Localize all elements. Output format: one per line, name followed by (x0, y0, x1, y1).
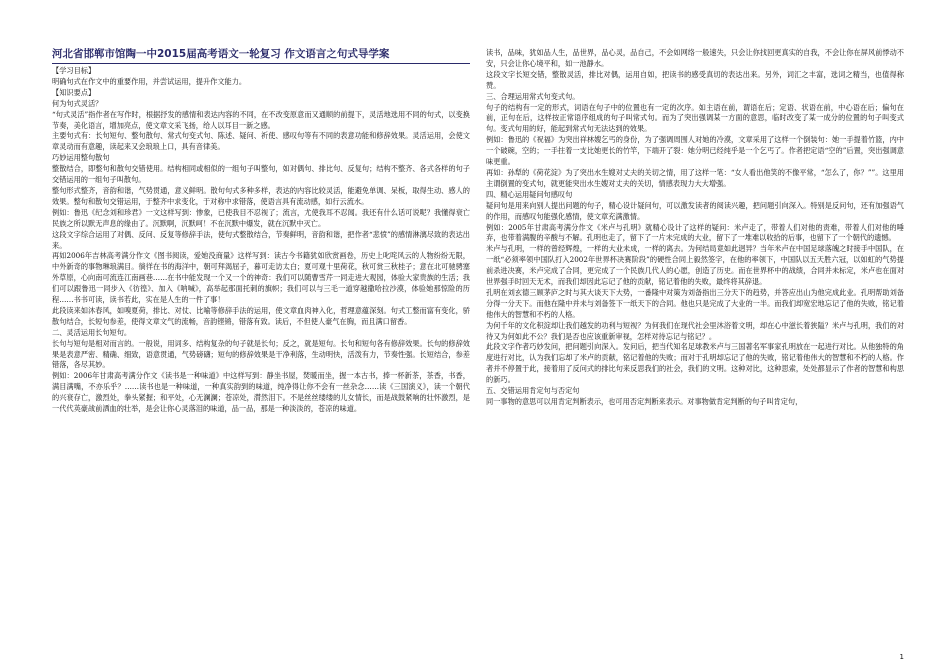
paragraph: 例如：2005年甘肃高考满分作文《米卢与孔明》就精心设计了这样的疑问：米卢走了，带着人们对他的责难，带着人们对他的唾弃，也带着满腹的辛酸与不解。孔明也走了，留下了一片未完成的大业，留下了一堆难以收拾的后事，也留下了一个朝代的遗憾。 (486, 222, 904, 243)
paragraph: 为何千年的文化积淀却让我们越发的功利与短视？为何我们在现代社会里沐浴着文明，却在心中滋长着狭隘？米卢与孔明，我们的对待又为何如此不公？我们是否也应该重新审视，怎样对待忘记与铭记？。 (486, 320, 904, 341)
document-page (52, 48, 904, 648)
paragraph: 整句形式整齐，音韵和谐，气势贯通，意义鲜明。散句句式多种多样，表达的内容比较灵活，能避免单调、呆板，取得生动、感人的效果。整句和散句交错运用，于整齐中求变化，于对称中求错落，使语言具有流动感，如行云流水。 (52, 185, 470, 206)
paragraph: 例如：鲁迅的《祝福》为突出祥林嫂乞丐的身份，为了强调周围人对她的冷漠，文章采用了这样一个倒装句：她一手提着竹篮，内中一个破碗，空的；一手拄着一支比她更长的竹竿，下端开了裂：她分明已经纯乎是一个乞丐了。作者把定语“空的”后置，突出强调意味更重。 (486, 135, 904, 167)
paragraph: 句子的结构有一定的形式，词语在句子中的位置也有一定的次序。如主语在前，谓语在后；定语、状语在前，中心语在后；偏句在前，正句在后，这样按正常语序组成的句子叫常式句。而为了突出强调某一方面的意思，临时改变了某一成分的位置的句子叫变式句。变式句用的好，能起到常式句无法达到的效果。 (486, 102, 904, 134)
paragraph: 这段文字长短交错，整散灵活，排比对偶，运用自如，把读书的感受真切的表达出来。另外，词汇之丰富，选词之精当，也值得称赞。 (486, 69, 904, 90)
right-column-body (486, 48, 904, 408)
paragraph: 例如：鲁迅《纪念刘和珍君》一文这样写到：惨象，已使我目不忍视了；流言，尤使我耳不忍闻。我还有什么话可说呢？我懂得衰亡民族之所以默无声息的缘由了。沉默啊，沉默呵！不在沉默中爆发，就在沉默中灭亡。 (52, 207, 470, 228)
paragraph: 疑问句是用来向别人提出问题的句子，精心设计疑问句，可以激发读者的阅读兴趣，把问题引向深入。特别是反问句，还有加强语气的作用，而感叹句能强化感情，使文章充满激情。 (486, 200, 904, 221)
paragraph: 整散结合，即整句和散句交错使用。结构相同或相似的一组句子叫整句，如对偶句、排比句、反复句；结构不整齐、各式各样的句子交错运用的一组句子叫散句。 (52, 164, 470, 185)
section-heading: 五、交错运用肯定句与否定句 (486, 386, 580, 396)
paragraph: 例如：2006年甘肃高考满分作文《读书是一种味道》中这样写到：静坐书屋，焚暖而坐，握一本古书，捧一杯新茶，茶香，书香，满目满嘴，不亦乐乎？……读书也是一种味道，一种真实韵到的味道，纯净得让你不会有一丝杂念……读《三国演义》，读一个朝代的兴衰存亡，激烈处，拳头紧握；和平处，心无澜澜；苍凉处，潸然泪下。不是丝丝缕缕的儿女情长，而是战鼓紧响的壮怀激烈，是一代代英豪战前洒血的壮举，是会让你心灵落泪的味道，品一品，那是一种淡淡的，苍凉的味道。 (52, 371, 470, 414)
paragraph: 孔明在刘玄德三顾茅庐之时与其大谈天下大势，一番隆中对策为刘备指出三分天下的趋势，并答应出山为他完成此业。孔明帮助刘备分得一分天下。而他在隆中并未与刘备签下一纸天下的合同。他也只是完成了大业的一半。而我们却宽宏地忘记了他的失败，铭记着他伟大的智慧和不朽的人格。 (486, 287, 904, 319)
section-heading: 二、灵活运用长句短句。 (52, 327, 132, 337)
paragraph: 此段文字作者巧妙发问，把问题引向深入。发问后，把当代知名足球教米卢与三国著名军事家孔明放在一起进行对比。从他独特的角度进行对比，认为我们忘却了米卢的贡献，铭记着他的失败；而对于孔明却忘记了他的失败，铭记着他伟大的智慧和不朽的人格。作者并不停置于此，接着用了反问式的排比句来反思我们的社会，我们的文明。这种对比，这种思索，处处都显示了作者的智慧和构思的新巧。 (486, 342, 904, 385)
paragraph: 主要句式有：长句短句、整句散句、常式句变式句、陈述、疑问、祈使、感叹句等有不同的表意功能和修辞效果。灵活运用，会使文章灵动而有意趣，读起来又会琅琅上口，具有音律美。 (52, 131, 470, 152)
section-heading: 何为句式灵活？ (52, 98, 103, 108)
paragraph: “句式灵活”指作者在写作时，根据抒发的感情和表达内容的不同，在不改变原意而又通顺的前提下，灵活地选用不同的句式，以变换节奏，美化语言，增加亮点，使文章文采飞扬，给人以耳目一新之感。 (52, 109, 470, 130)
section-heading: 四、精心运用疑问句感叹句 (486, 189, 573, 199)
document-title: 河北省邯郸市馆陶一中2015届高考语文一轮复习 作文语言之句式导学案 (52, 48, 470, 64)
left-column (52, 48, 470, 648)
right-column (486, 48, 904, 648)
section-heading: 三、合理运用常式句变式句。 (486, 91, 580, 101)
paragraph: 读书，品味，犹如品人生，品世界，品心灵，品自己，不会如网络一般速失，只会让你找回更真实的自我，不会让你在屏风前悸动不安，只会让你心境平和，如一池静水。 (486, 48, 904, 68)
section-heading: 巧妙运用整句散句 (52, 153, 110, 163)
section-heading: 【学习目标】 (52, 66, 96, 75)
paragraph: 长句与短句是相对而言的。一般说，用词多、结构复杂的句子就是长句；反之，就是短句。长句和短句各有修辞效果。长句的修辞效果是表意严密、精确、细致，语意贯通，气势磅礴；短句的修辞效果是干净利落，生动明快，活泼有力，节奏性强。长短结合，参差错落，各尽其妙。 (52, 338, 470, 370)
page-number: 1 (899, 653, 904, 661)
paragraph: 此段读来如沐春风，如嗅夏荷，排比、对仗、比喻等修辞手法的运用，使文章血肉神入化，哲理意蕴深刻。句式工整而富有变化，骄散句结合，长短句参差，使得文章文气的流畅，音韵铿锵，错落有致。读后，不但使人豪气在胸，而且满口留香。 (52, 305, 470, 326)
paragraph: 这段文字综合运用了对偶、反问、反复等修辞手法，使句式整散结合，节奏鲜明，音韵和谐，把作者“悲愤”的感情淋漓尽致的表达出来。 (52, 229, 470, 250)
paragraph: 再如2006年吉林高考满分作文《图书阅读，爱她没商量》这样写到：读古今书籍犹如欣赏画卷，历史上叱咤风云的人物纷纷无限，中外新奇的事物琳琅满目。徜徉在书的海洋中，朝可拜渴屈子，暮可走访太白；夏可观十里荷花，秋可赏三秋桂子；意在北可驰骋塞外草原，心向南可流连江南画巷……在书中能发现一个又一个的神奇：我们可以随曹雪芹一同走进大观园，体验大家贵族的生活；我们可以跟鲁迅一同步入《彷徨》、加入《呐喊》，高举起那面托刺的旗帜；我们可以与三毛一道穿越撒哈拉沙漠，体验她那惊险的历程……书书可读，读书若此，实在是人生的一件了事！ (52, 251, 470, 305)
paragraph: 米卢与孔明，一样的曾经辉煌，一样的大业未成，一样的离去。为何结局竟如此迥异？当年米卢在中国足球落魄之时接手中国队，在一纸“必须率领中国队打入2002年世界杯决赛阶段”的硬性合同上毅然签字，在他的率领下，中国队以五天胜六冠，以如虹的气势提前杀进决赛，米卢完成了合同，更完成了一个民族几代人的心愿，创造了历史。而在世界杯中的战绩，合同并未标定，米卢也在面对世界强手时回天无术，而我们却因此忘记了他的贡献，铭记着他的失败，最终将其辞退。 (486, 244, 904, 287)
paragraph: 明确句式在作文中的重要作用，并尝试运用，提升作文能力。 (52, 76, 247, 86)
left-column-body (52, 66, 470, 415)
section-heading: 【知识要点】 (52, 87, 96, 97)
paragraph: 再如：孙犁的《荷花淀》为了突出水生嫂对丈夫的关切之情，用了这样一笔：“女人看出他笑的不像平常，“怎么了，你？””。这里用主谓倒置的变式句，就更能突出水生嫂对丈夫的关切，情感表现力大大增强。 (486, 167, 904, 188)
paragraph: 同一事物的意思可以用肯定判断表示，也可用否定判断来表示。对事物做肯定判断的句子叫肯定句， (486, 397, 803, 406)
